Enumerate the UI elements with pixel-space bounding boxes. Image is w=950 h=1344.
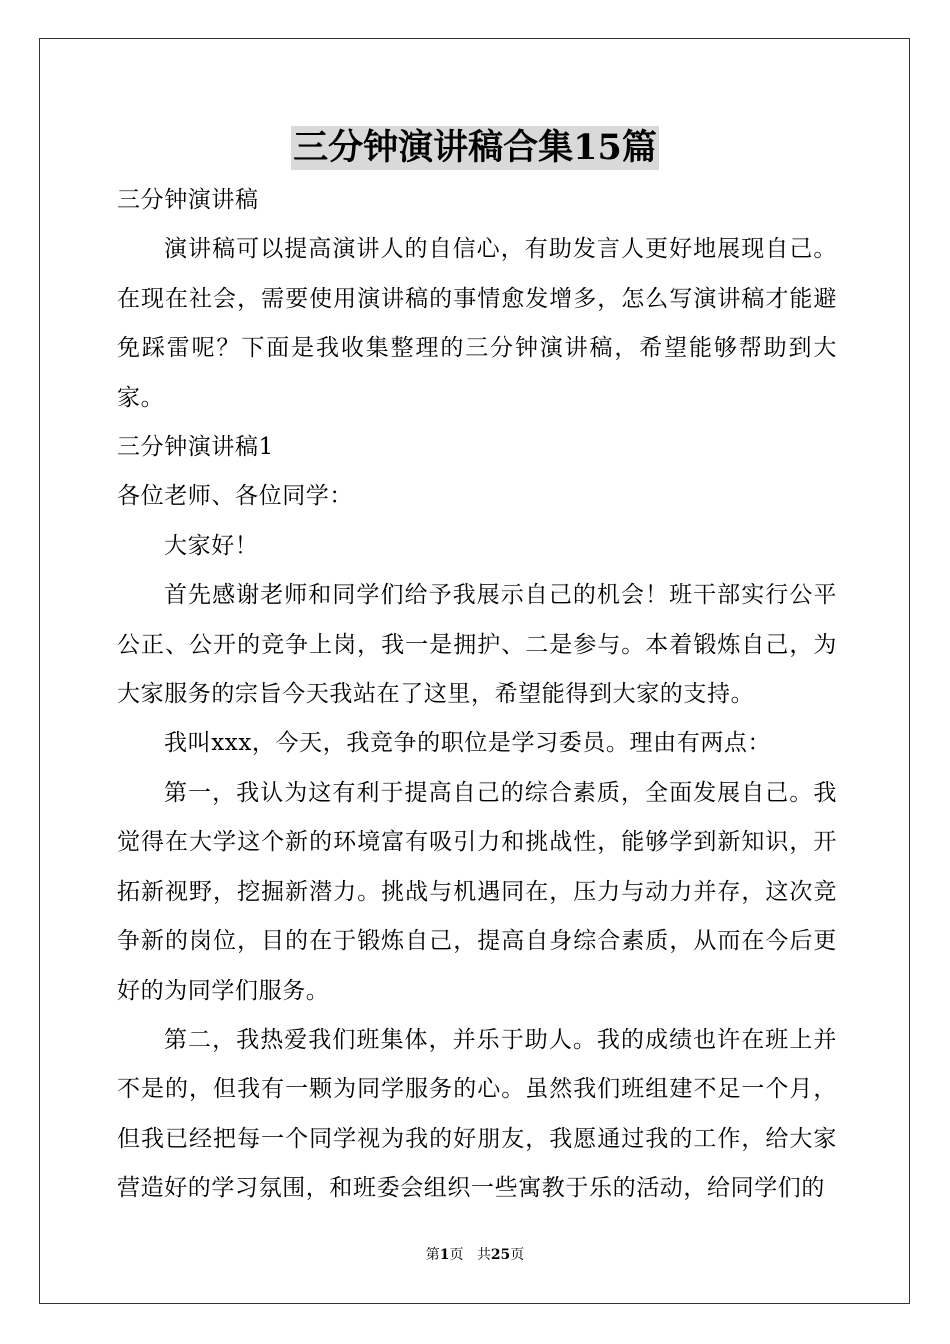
greeting: 大家好！ [164,532,259,559]
body-paragraph: 我叫xxx，今天，我竞争的职位是学习委员。理由有两点： [164,730,772,757]
total-pages: 25 [490,1247,511,1263]
body-paragraph: 首先感谢老师和同学们给予我展示自己的机会！班干部实行公平公正、公开的竞争上岗，我一是拥护、二是参与。本着锻炼自己，为大家服务的宗旨今天我站在了这里，希望能得到大家的支持。 [117,582,837,708]
speech-heading: 三分钟演讲稿1 [117,434,274,461]
intro-paragraph: 演讲稿可以提高演讲人的自信心，有助发言人更好地展现自己。在现在社会，需要使用演讲稿的事情愈发增多，怎么写演讲稿才能避免踩雷呢？下面是我收集整理的三分钟演讲稿，希望能够帮助到大家。 [117,236,837,411]
footer-page-suffix: 页 [449,1247,464,1263]
footer-prefix: 第 [425,1247,440,1263]
body-paragraph: 第二，我热爱我们班集体，并乐于助人。我的成绩也许在班上并不是的，但我有一颗为同学服务的心。虽然我们班组建不足一个月，但我已经把每一个同学视为我的好朋友，我愿通过我的工作，给大家营造好的学习氛围，和班委会组织一些寓教于乐的活动，给同学们的 [117,1026,837,1202]
title-container [0,126,950,170]
salutation: 各位老师、各位同学： [117,483,353,510]
footer-total-suffix: 页 [510,1247,525,1263]
document-body [117,176,837,1214]
footer-total-prefix: 共 [476,1247,491,1263]
page-footer [0,1245,950,1265]
body-paragraph: 第一，我认为这有利于提高自己的综合素质，全面发展自己。我觉得在大学这个新的环境富有吸引力和挑战性，能够学到新知识，开拓新视野，挖掘新潜力。挑战与机遇同在，压力与动力并存，这次竞争新的岗位，目的在于锻炼自己，提高自身综合素质，从而在今后更好的为同学们服务。 [117,779,837,1004]
section-heading: 三分钟演讲稿 [117,187,259,213]
document-title: 三分钟演讲稿合集15篇 [293,127,657,168]
page-number: 1 [439,1247,450,1263]
